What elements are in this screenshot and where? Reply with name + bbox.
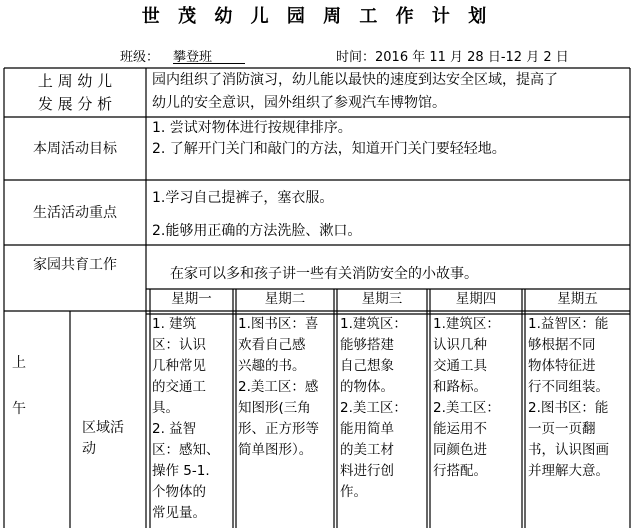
schedule-line: 物体特征进 bbox=[528, 358, 596, 374]
schedule-line: 2.图书区：能 bbox=[528, 400, 609, 416]
life-item-1: 1.学习自己提裤子，塞衣服。 bbox=[152, 190, 334, 206]
goal-item-1: 1. 尝试对物体进行按规律排序。 bbox=[152, 120, 352, 136]
schedule-line: 欢看自己感 bbox=[238, 337, 306, 353]
schedule-line: 形、正方形等 bbox=[238, 421, 319, 437]
schedule-line: 的物体。 bbox=[340, 379, 394, 395]
schedule-line: 区：感知、 bbox=[152, 442, 220, 458]
last-week-content-line2: 幼儿的安全意识，园外组织了参观汽车博物馆。 bbox=[152, 95, 446, 111]
last-week-label bbox=[8, 70, 142, 116]
schedule-line: 并理解大意。 bbox=[528, 463, 609, 479]
schedule-line: 具。 bbox=[152, 400, 179, 416]
schedule-line: 操作 5-1. bbox=[152, 463, 210, 479]
activity-line2: 动 bbox=[82, 441, 96, 457]
schedule-line: 书，认识图画 bbox=[528, 442, 609, 458]
schedule-line: 个物体的 bbox=[152, 484, 206, 500]
weekday-header: 星期二 bbox=[264, 291, 306, 307]
schedule-line: 自己想象 bbox=[340, 358, 394, 374]
schedule-line: 1.益智区：能 bbox=[528, 316, 609, 332]
schedule-line: 知图形(三角 bbox=[238, 400, 311, 416]
schedule-line: 常见量。 bbox=[152, 505, 206, 521]
schedule-line: 作。 bbox=[340, 484, 367, 500]
class-value: 攀登班 bbox=[173, 46, 245, 64]
schedule-line: 和路标。 bbox=[433, 379, 487, 395]
schedule-line: 几种常见 bbox=[152, 358, 206, 374]
schedule-line: 1.建筑区： bbox=[340, 316, 407, 332]
schedule-line: 能用简单 bbox=[340, 421, 394, 437]
schedule-line: 能够搭建 bbox=[340, 337, 394, 353]
schedule-tuesday bbox=[238, 314, 333, 461]
schedule-line: 的交通工 bbox=[152, 379, 206, 395]
schedule-line: 行搭配。 bbox=[433, 463, 487, 479]
last-week-label-line2: 发 展 分 析 bbox=[37, 95, 113, 113]
schedule-line: 2.美工区： bbox=[433, 400, 500, 416]
schedule-line: 行不同组装。 bbox=[528, 379, 609, 395]
life-label: 生活活动重点 bbox=[33, 205, 117, 221]
date-range: 时间：2016 年 11 月 28 日-12 月 2 日 bbox=[336, 50, 569, 65]
schedule-wednesday bbox=[340, 314, 426, 503]
schedule-line: 1.图书区：喜 bbox=[238, 316, 319, 332]
home-content: 在家可以多和孩子讲一些有关消防安全的小故事。 bbox=[170, 266, 478, 282]
goals-label: 本周活动目标 bbox=[33, 141, 117, 157]
weekday-header: 星期三 bbox=[361, 291, 403, 307]
page-title: 世 茂 幼 儿 园 周 工 作 计 划 bbox=[141, 6, 493, 27]
schedule-line: 交通工具 bbox=[433, 358, 487, 374]
schedule-line: 一页一页翻 bbox=[528, 421, 596, 437]
schedule-line: 料进行创 bbox=[340, 463, 394, 479]
schedule-line: 1.建筑区： bbox=[433, 316, 500, 332]
schedule-line: 同颜色进 bbox=[433, 442, 487, 458]
weekday-header: 星期一 bbox=[171, 291, 212, 307]
schedule-line: 2.美工区：感 bbox=[238, 379, 319, 395]
life-item-2: 2.能够用正确的方法洗脸、漱口。 bbox=[152, 223, 362, 239]
last-week-label-line1: 上 周 幼 儿 bbox=[37, 72, 113, 90]
schedule-line: 简单图形）。 bbox=[238, 442, 313, 458]
schedule-line: 1. 建筑 bbox=[152, 316, 197, 332]
schedule-line: 区：认识 bbox=[152, 337, 206, 353]
schedule-line: 够根据不同 bbox=[528, 337, 596, 353]
weekday-header: 星期五 bbox=[557, 291, 598, 307]
period-line1: 上 bbox=[12, 355, 26, 371]
schedule-line: 2.美工区： bbox=[340, 400, 407, 416]
schedule-line: 2. 益智 bbox=[152, 421, 197, 437]
class-label: 班级： bbox=[120, 50, 160, 65]
activity-label bbox=[82, 418, 144, 460]
last-week-content bbox=[152, 69, 628, 115]
schedule-friday bbox=[528, 314, 629, 482]
schedule-line: 兴趣的书。 bbox=[238, 358, 306, 374]
goals-content bbox=[152, 118, 628, 160]
home-label: 家园共育工作 bbox=[33, 257, 117, 273]
last-week-content-line1: 园内组织了消防演习，幼儿能以最快的速度到达安全区域，提高了 bbox=[152, 72, 558, 88]
schedule-thursday bbox=[433, 314, 521, 482]
schedule-line: 能运用不 bbox=[433, 421, 487, 437]
schedule-line: 认识几种 bbox=[433, 337, 487, 353]
period-label bbox=[12, 340, 62, 432]
life-content bbox=[152, 188, 628, 242]
weekday-header: 星期四 bbox=[455, 291, 497, 307]
schedule-monday bbox=[152, 314, 232, 524]
activity-line1: 区域活 bbox=[82, 420, 124, 436]
schedule-line: 的美工材 bbox=[340, 442, 394, 458]
period-line2: 午 bbox=[12, 401, 26, 417]
goal-item-2: 2. 了解开门关门和敲门的方法，知道开门关门要轻轻地。 bbox=[152, 141, 506, 157]
